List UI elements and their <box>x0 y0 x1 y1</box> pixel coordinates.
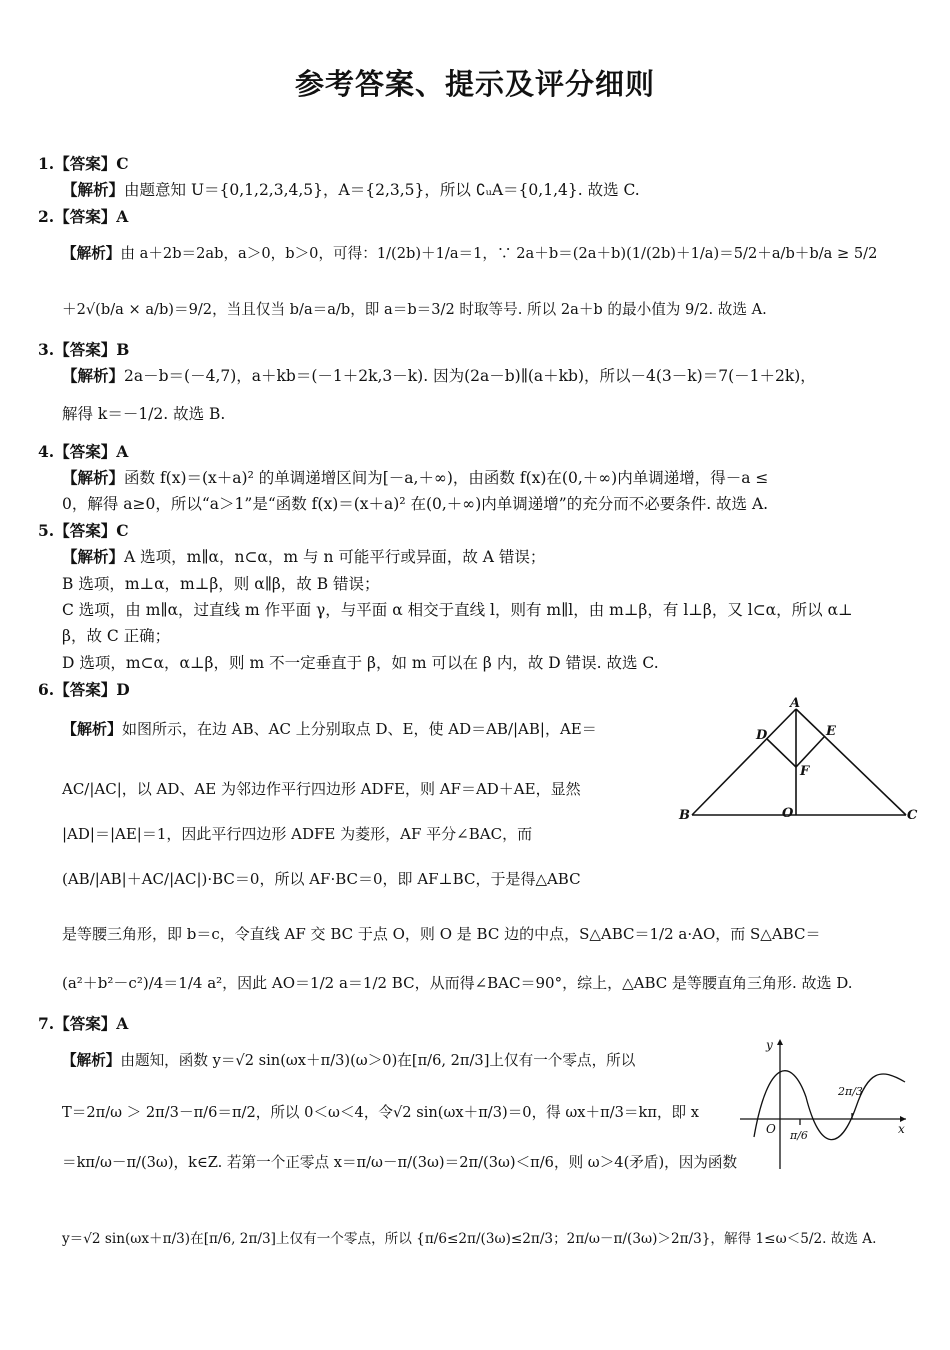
q1-number: 1. <box>38 154 55 173</box>
q5-analysis-3 <box>62 598 853 620</box>
q3-analysis-text-2: 解得 k＝－1/2. 故选 B. <box>62 405 226 423</box>
q7-analysis-text-2: T＝2π/ω ＞ 2π/3－π/6＝π/2，所以 0＜ω＜4，令√2 sin(ωx＋π/3)＝0，得 ωx＋π/3＝kπ，即 x <box>62 1104 700 1121</box>
line-AB <box>692 709 796 815</box>
q3-analysis-2 <box>62 402 225 424</box>
q6-analysis-text-1: 如图所示，在边 AB、AC 上分别取点 D、E，使 AD＝AB/|AB|，AE＝ <box>122 720 597 738</box>
q7-analysis-1 <box>62 1049 635 1070</box>
q1-answer-label: 【答案】 <box>54 155 117 173</box>
q5-analysis-text-4: β，故 C 正确； <box>62 627 171 645</box>
q6-analysis-text-3: |AD|＝|AE|＝1，因此平行四边形 ADFE 为菱形，AF 平分∠BAC，而 <box>62 825 533 843</box>
q1-answer-line <box>38 152 129 174</box>
q5-analysis-4 <box>62 624 170 646</box>
analysis-label: 【解析】 <box>62 245 121 262</box>
q1-analysis <box>62 178 640 200</box>
label-E: E <box>826 724 836 739</box>
q1-answer: C <box>116 154 129 173</box>
label-C: C <box>907 808 918 823</box>
label-A: A <box>790 696 801 711</box>
line-AC <box>796 709 906 815</box>
page-title: 参考答案、提示及评分细则 <box>294 67 655 101</box>
q3-analysis-1 <box>62 364 816 386</box>
q4-analysis-text-2: 0，解得 a≥0，所以“a＞1”是“函数 f(x)＝(x＋a)² 在(0,＋∞)内单调递增”的充分而不必要条件. 故选 A. <box>62 495 769 513</box>
q6-analysis-2 <box>62 778 581 799</box>
q7-answer-label: 【答案】 <box>54 1015 117 1033</box>
label-x: x <box>898 1122 905 1136</box>
y-axis-arrow-icon <box>777 1039 783 1045</box>
q5-analysis-2 <box>62 572 380 594</box>
q6-answer-line <box>38 678 130 700</box>
q7-answer: A <box>116 1014 129 1033</box>
q4-number: 4. <box>38 442 55 461</box>
q2-analysis-text-2: ＋2√(b/a × a/b)＝9/2，当且仅当 b/a＝a/b，即 a＝b＝3/2 时取等号. 所以 2a＋b 的最小值为 9/2. 故选 A. <box>62 301 767 318</box>
q4-analysis-1 <box>62 466 768 488</box>
q5-analysis-text-2: B 选项，m⊥α，m⊥β，则 α∥β，故 B 错误； <box>62 575 380 593</box>
analysis-label: 【解析】 <box>62 720 123 738</box>
sine-curve <box>754 1071 905 1140</box>
sine-graph-figure <box>740 1037 910 1172</box>
q6-answer-label: 【答案】 <box>54 681 117 699</box>
q6-analysis-text-4: (AB/|AB|＋AC/|AC|)·BC＝0，所以 AF·BC＝0，即 AF⊥BC，于是得△ABC <box>62 870 581 888</box>
q2-answer: A <box>116 207 129 226</box>
analysis-label: 【解析】 <box>62 367 125 385</box>
q6-analysis-text-5: 是等腰三角形，即 b＝c，令直线 AF 交 BC 于点 O，则 O 是 BC 边的中点，S△ABC＝1/2 a·AO，而 S△ABC＝ <box>62 925 821 943</box>
q6-analysis-3 <box>62 823 532 844</box>
q6-number: 6. <box>38 680 55 699</box>
q5-analysis-text-3: C 选项，由 m∥α，过直线 m 作平面 γ，与平面 α 相交于直线 l，则有 m∥l，由 m⊥β，有 l⊥β，又 l⊂α，所以 α⊥ <box>62 601 853 619</box>
q3-answer-line <box>38 338 129 360</box>
label-D: D <box>756 728 768 743</box>
q7-analysis-text-4: y＝√2 sin(ωx＋π/3)在[π/6, 2π/3]上仅有一个零点，所以 {π/6≤2π/(3ω)≤2π/3；2π/ω－π/(3ω)＞2π/3}，解得 1≤ω＜5/2. 故选 A. <box>62 1231 877 1247</box>
line-DF <box>767 739 796 767</box>
q3-answer-label: 【答案】 <box>54 341 117 359</box>
q4-analysis-text-1: 函数 f(x)＝(x＋a)² 的单调递增区间为[－a,＋∞)，由函数 f(x)在(0,＋∞)内单调递增，得－a ≤ <box>124 469 769 487</box>
q4-answer-label: 【答案】 <box>54 443 117 461</box>
analysis-label: 【解析】 <box>62 181 125 199</box>
q7-analysis-4 <box>62 1227 876 1247</box>
q7-analysis-2 <box>62 1101 699 1122</box>
q6-analysis-1 <box>62 718 597 739</box>
q3-answer: B <box>116 340 130 359</box>
triangle-figure <box>676 697 916 827</box>
q5-analysis-text-1: A 选项，m∥α，n⊂α，m 与 n 可能平行或异面，故 A 错误； <box>124 548 546 566</box>
q7-analysis-3 <box>62 1151 737 1172</box>
q4-answer: A <box>116 442 129 461</box>
q2-analysis-text-1: 由 a＋2b＝2ab，a＞0，b＞0，可得：1/(2b)＋1/a＝1，∵ 2a＋b＝(2a＋b)(1/(2b)＋1/a)＝5/2＋a/b＋b/a ≥ 5/2 <box>120 245 878 262</box>
analysis-label: 【解析】 <box>62 1052 121 1069</box>
q5-analysis-1 <box>62 545 545 567</box>
q5-number: 5. <box>38 521 55 540</box>
label-pi-6: π/6 <box>790 1129 808 1142</box>
q5-analysis-text-5: D 选项，m⊂α，α⊥β，则 m 不一定垂直于 β，如 m 可以在 β 内，故 D 错误. 故选 C. <box>62 654 659 672</box>
label-origin: O <box>766 1122 776 1136</box>
q1-analysis-text: 由题意知 U＝{0,1,2,3,4,5}，A＝{2,3,5}，所以 ∁ᵤA＝{0,1,4}. 故选 C. <box>124 181 640 199</box>
q6-analysis-6 <box>62 972 853 993</box>
label-F: F <box>800 764 810 779</box>
label-B: B <box>679 808 690 823</box>
q6-analysis-text-2: AC/|AC|，以 AD、AE 为邻边作平行四边形 ADFE，则 AF＝AD＋AE，显然 <box>62 780 581 798</box>
q5-answer-line <box>38 519 129 541</box>
q2-analysis-1 <box>62 242 877 263</box>
q6-analysis-4 <box>62 868 581 889</box>
q2-number: 2. <box>38 207 55 226</box>
q4-analysis-2 <box>62 492 768 514</box>
q6-analysis-text-6: (a²＋b²－c²)/4＝1/4 a²，因此 AO＝1/2 a＝1/2 BC，从而得∠BAC＝90°，综上，△ABC 是等腰直角三角形. 故选 D. <box>62 974 853 992</box>
q2-answer-line <box>38 205 128 227</box>
label-2pi-3: 2π/3 <box>838 1085 863 1098</box>
q7-analysis-text-1: 由题知，函数 y＝√2 sin(ωx＋π/3)(ω＞0)在[π/6, 2π/3]上仅有一个零点，所以 <box>120 1052 636 1069</box>
label-O: O <box>782 806 794 821</box>
q5-analysis-5 <box>62 651 659 673</box>
q6-answer: D <box>116 680 130 699</box>
q4-answer-line <box>38 440 128 462</box>
analysis-label: 【解析】 <box>62 469 125 487</box>
q7-answer-line <box>38 1012 128 1034</box>
q5-answer-label: 【答案】 <box>54 522 117 540</box>
q3-number: 3. <box>38 340 55 359</box>
q2-answer-label: 【答案】 <box>54 208 117 226</box>
line-EF <box>796 737 824 767</box>
q7-analysis-text-3: ＝kπ/ω－π/(3ω)，k∈Z. 若第一个正零点 x＝π/ω－π/(3ω)＝2π/(3ω)＜π/6，则 ω＞4(矛盾)，因为函数 <box>62 1154 738 1171</box>
q2-analysis-2 <box>62 298 767 319</box>
q3-analysis-text-1: 2a－b＝(－4,7)，a＋kb＝(－1＋2k,3－k). 因为(2a－b)∥(a＋kb)，所以－4(3－k)＝7(－1＋2k)， <box>124 367 816 385</box>
q7-number: 7. <box>38 1014 55 1033</box>
label-y: y <box>766 1038 773 1052</box>
analysis-label: 【解析】 <box>62 548 125 566</box>
q5-answer: C <box>116 521 129 540</box>
q6-analysis-5 <box>62 923 820 944</box>
